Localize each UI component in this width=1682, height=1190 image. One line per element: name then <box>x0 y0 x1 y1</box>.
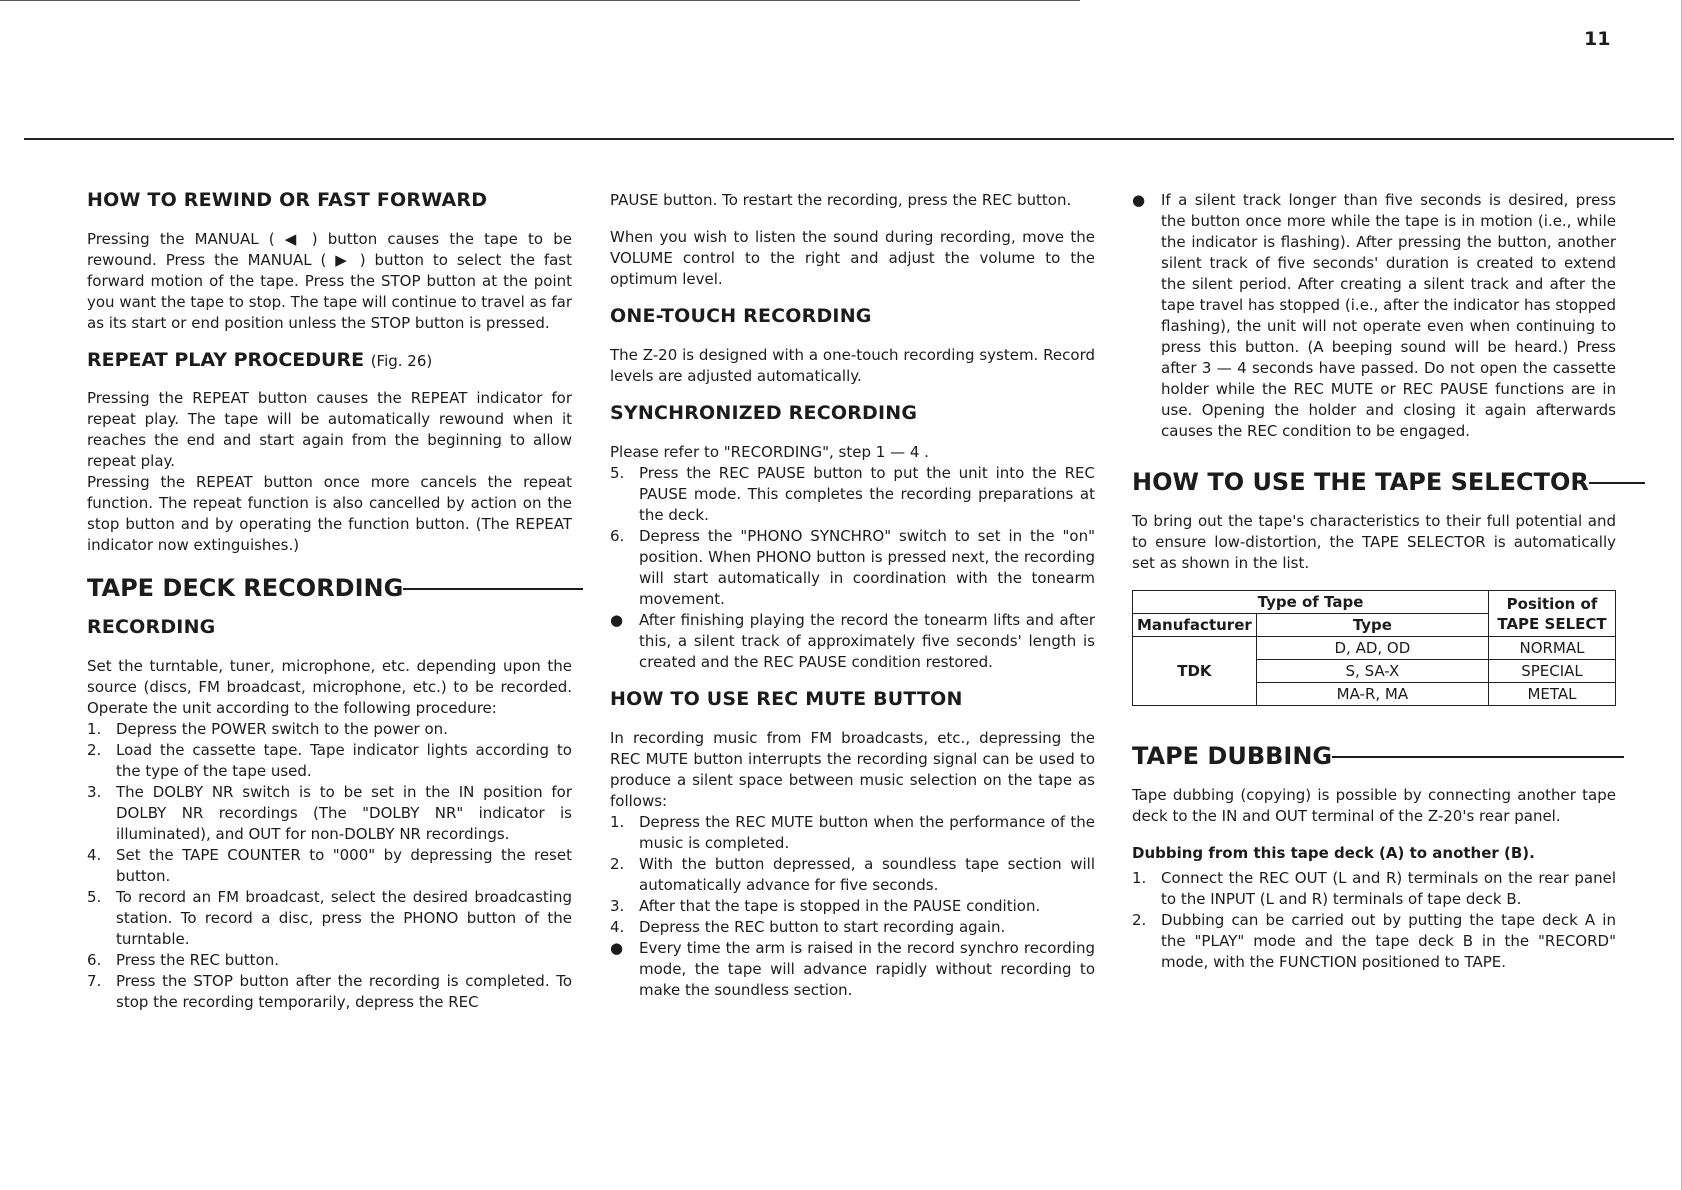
repeat-paragraph-2: Pressing the REPEAT button once more cancels the repeat function. The repeat function is also cancelled by action on the stop button and by operating the function button. (The REPEAT indicator now extinguishes.) <box>87 473 572 554</box>
list-item-text: After finishing playing the record the tonearm lifts and after this, a silent track of approximately five seconds' length is created and the REC PAUSE condition restored. <box>639 611 1095 671</box>
rewind-heading: HOW TO REWIND OR FAST FORWARD <box>87 189 488 211</box>
column-middle <box>610 190 1095 1017</box>
list-item-text: After that the tape is stopped in the PAUSE condition. <box>639 897 1041 915</box>
type-cell: MA-R, MA <box>1256 683 1488 706</box>
table-header-row <box>1133 591 1616 614</box>
tape-selector-paragraph: To bring out the tape's characteristics to their full potential and to ensure low-distortion, the TAPE SELECTOR is automatically set as shown in the list. <box>1132 512 1616 572</box>
list-item-text: Press the REC button. <box>116 951 280 969</box>
list-item <box>610 610 1095 673</box>
silent-track-text: If a silent track longer than five seconds is desired, press the button once more while the tape is in motion (i.e., while the indicator is flashing). After pressing the button, another silent track of five seconds' duration is created to extend the silent period. After creating a silent track and after the tape travel has stopped (i.e., after the indicator has stopped flashing), the unit will not operate even when continuing to press this button. (A beeping sound will be heard.) Press after 3 — 4 seconds have passed. Do not open the cassette holder while the REC MUTE or REC PAUSE functions are in use. Opening the holder and closing it again afterwards causes the REC condition to be engaged. <box>1161 191 1616 440</box>
list-item-marker: 7. <box>87 972 102 990</box>
list-item-text: To record an FM broadcast, select the desired broadcasting station. To record a disc, press the PHONO button of the turntable. <box>116 888 572 948</box>
list-item-marker: 2. <box>87 741 102 759</box>
type-cell: S, SA-X <box>1256 660 1488 683</box>
list-item-text: Connect the REC OUT (L and R) terminals on the rear panel to the INPUT (L and R) terminals of tape deck B. <box>1161 869 1616 908</box>
list-item-marker: 1. <box>1132 869 1147 887</box>
heading-rule <box>1589 482 1645 484</box>
list-item-text: Load the cassette tape. Tape indicator lights according to the type of the tape used. <box>116 741 572 780</box>
list-item <box>610 917 1095 938</box>
synchronized-intro: Please refer to "RECORDING", step 1 — 4 . <box>610 443 929 461</box>
list-item-marker: 3. <box>610 897 625 915</box>
rec-mute-intro: In recording music from FM broadcasts, etc., depressing the REC MUTE button interrupts the recording signal can be used to produce a silent space between music selection on the tape as follows: <box>610 729 1095 810</box>
list-item-text: Set the TAPE COUNTER to "000" by depressing the reset button. <box>116 846 572 885</box>
list-item-text: With the button depressed, a soundless tape section will automatically advance for five seconds. <box>639 855 1095 894</box>
type-of-tape-header: Type of Tape <box>1133 591 1489 614</box>
column-right <box>1132 190 1616 989</box>
list-item <box>87 887 572 950</box>
list-item-marker: 4. <box>87 846 102 864</box>
tape-selector-table <box>1132 590 1616 706</box>
list-item <box>87 971 572 1013</box>
list-item-text: Press the REC PAUSE button to put the unit into the REC PAUSE mode. This completes the recording preparations at the deck. <box>639 464 1095 524</box>
synchronized-steps-list <box>610 463 1095 673</box>
manufacturer-header: Manufacturer <box>1133 614 1257 637</box>
rewind-paragraph: Pressing the MANUAL ( ◀ ) button causes the tape to be rewound. Press the MANUAL ( ▶ ) button to select the fast forward motion of the tape. Press the STOP button at the point you want the tape to stop. The tape will continue to travel as far as its start or end position unless the STOP button is pressed. <box>87 230 572 332</box>
recording-intro: Set the turntable, tuner, microphone, etc. depending upon the source (discs, FM broadcast, microphone, etc.) to be recorded. Operate the unit according to the following procedure: <box>87 657 572 717</box>
list-item-marker: 1. <box>87 720 102 738</box>
tape-deck-recording-title: TAPE DECK RECORDING <box>87 574 404 602</box>
list-item-text: The DOLBY NR switch is to be set in the IN position for DOLBY NR recordings (The "DOLBY NR" indicator is illuminated), and OUT for non-DOLBY NR recordings. <box>116 783 572 843</box>
type-cell: D, AD, OD <box>1256 637 1488 660</box>
list-item-text: Depress the REC MUTE button when the performance of the music is completed. <box>639 813 1095 852</box>
list-item <box>87 719 572 740</box>
list-item <box>610 854 1095 896</box>
tape-deck-recording-heading <box>87 574 572 602</box>
list-item <box>610 463 1095 526</box>
list-item <box>610 896 1095 917</box>
tape-dubbing-paragraph: Tape dubbing (copying) is possible by connecting another tape deck to the IN and OUT terminal of the Z-20's rear panel. <box>1132 786 1616 825</box>
list-item <box>87 740 572 782</box>
list-item-text: Depress the "PHONO SYNCHRO" switch to set in the "on" position. When PHONO button is pressed next, the recording will start automatically in coordination with the tonearm movement. <box>639 527 1095 608</box>
tape-selector-heading <box>1132 468 1616 496</box>
tape-dubbing-title: TAPE DUBBING <box>1132 742 1333 770</box>
tape-selector-title: HOW TO USE THE TAPE SELECTOR <box>1132 468 1589 496</box>
list-item-marker: 5. <box>87 888 102 906</box>
page-number: 11 <box>1584 28 1611 50</box>
position-of-label: Position of <box>1506 594 1598 613</box>
repeat-heading-text: REPEAT PLAY PROCEDURE <box>87 349 365 371</box>
list-item <box>1132 910 1616 973</box>
list-item-text: Depress the POWER switch to the power on. <box>116 720 448 738</box>
list-item <box>1132 868 1616 910</box>
header-rule <box>24 138 1674 140</box>
one-touch-heading: ONE-TOUCH RECORDING <box>610 305 872 327</box>
recording-heading: RECORDING <box>87 616 216 638</box>
list-item-marker: 6. <box>87 951 102 969</box>
list-item-marker: ● <box>610 611 624 629</box>
list-item-marker: 4. <box>610 918 625 936</box>
column-left <box>87 190 572 1029</box>
list-item-marker: 3. <box>87 783 102 801</box>
list-item-marker: ● <box>610 939 624 957</box>
pause-continuation: PAUSE button. To restart the recording, press the REC button. <box>610 191 1072 209</box>
list-item-text: Press the STOP button after the recording is completed. To stop the recording temporarily, depress the REC <box>116 972 572 1011</box>
list-item-marker: 5. <box>610 464 625 482</box>
list-item-marker: 1. <box>610 813 625 831</box>
list-item-marker: 2. <box>1132 911 1147 929</box>
position-header <box>1489 591 1616 637</box>
list-item <box>87 845 572 887</box>
list-item <box>610 526 1095 610</box>
list-item <box>87 782 572 845</box>
tape-select-label: TAPE SELECT <box>1497 614 1607 633</box>
top-edge-rule <box>0 0 1080 1</box>
rec-mute-steps-list <box>610 812 1095 1001</box>
type-header: Type <box>1256 614 1488 637</box>
dubbing-steps-list <box>1132 868 1616 973</box>
repeat-paragraph-1: Pressing the REPEAT button causes the REPEAT indicator for repeat play. The tape will be automatically rewound when it reaches the end and start again from the beginning to allow repeat play. <box>87 389 572 470</box>
dubbing-subheading: Dubbing from this tape deck (A) to another (B). <box>1132 844 1535 862</box>
bullet-mark: ● <box>1132 191 1146 209</box>
repeat-figure-ref: (Fig. 26) <box>370 352 433 370</box>
tape-dubbing-heading <box>1132 742 1616 770</box>
rec-mute-heading: HOW TO USE REC MUTE BUTTON <box>610 688 963 710</box>
list-item-text: Every time the arm is raised in the record synchro recording mode, the tape will advance rapidly without recording to make the soundless section. <box>639 939 1095 999</box>
list-item <box>610 938 1095 1001</box>
list-item-marker: 6. <box>610 527 625 545</box>
list-item-text: Dubbing can be carried out by putting the tape deck A in the "PLAY" mode and the tape deck B in the "RECORD" mode, with the FUNCTION positioned to TAPE. <box>1161 911 1616 971</box>
position-cell: NORMAL <box>1489 637 1616 660</box>
manufacturer-cell: TDK <box>1133 637 1257 706</box>
listen-paragraph: When you wish to listen the sound during recording, move the VOLUME control to the right and adjust the volume to the optimum level. <box>610 228 1095 288</box>
synchronized-heading: SYNCHRONIZED RECORDING <box>610 402 918 424</box>
list-item <box>87 950 572 971</box>
heading-rule <box>1332 756 1624 758</box>
repeat-heading <box>87 350 572 372</box>
list-item <box>610 812 1095 854</box>
one-touch-paragraph: The Z-20 is designed with a one-touch recording system. Record levels are adjusted automatically. <box>610 346 1095 385</box>
list-item-text: Depress the REC button to start recording again. <box>639 918 1006 936</box>
recording-steps-list <box>87 719 572 1013</box>
list-item-marker: 2. <box>610 855 625 873</box>
heading-rule <box>403 588 583 590</box>
position-cell: SPECIAL <box>1489 660 1616 683</box>
silent-track-bullet <box>1132 190 1616 442</box>
position-cell: METAL <box>1489 683 1616 706</box>
table-row <box>1133 637 1616 660</box>
